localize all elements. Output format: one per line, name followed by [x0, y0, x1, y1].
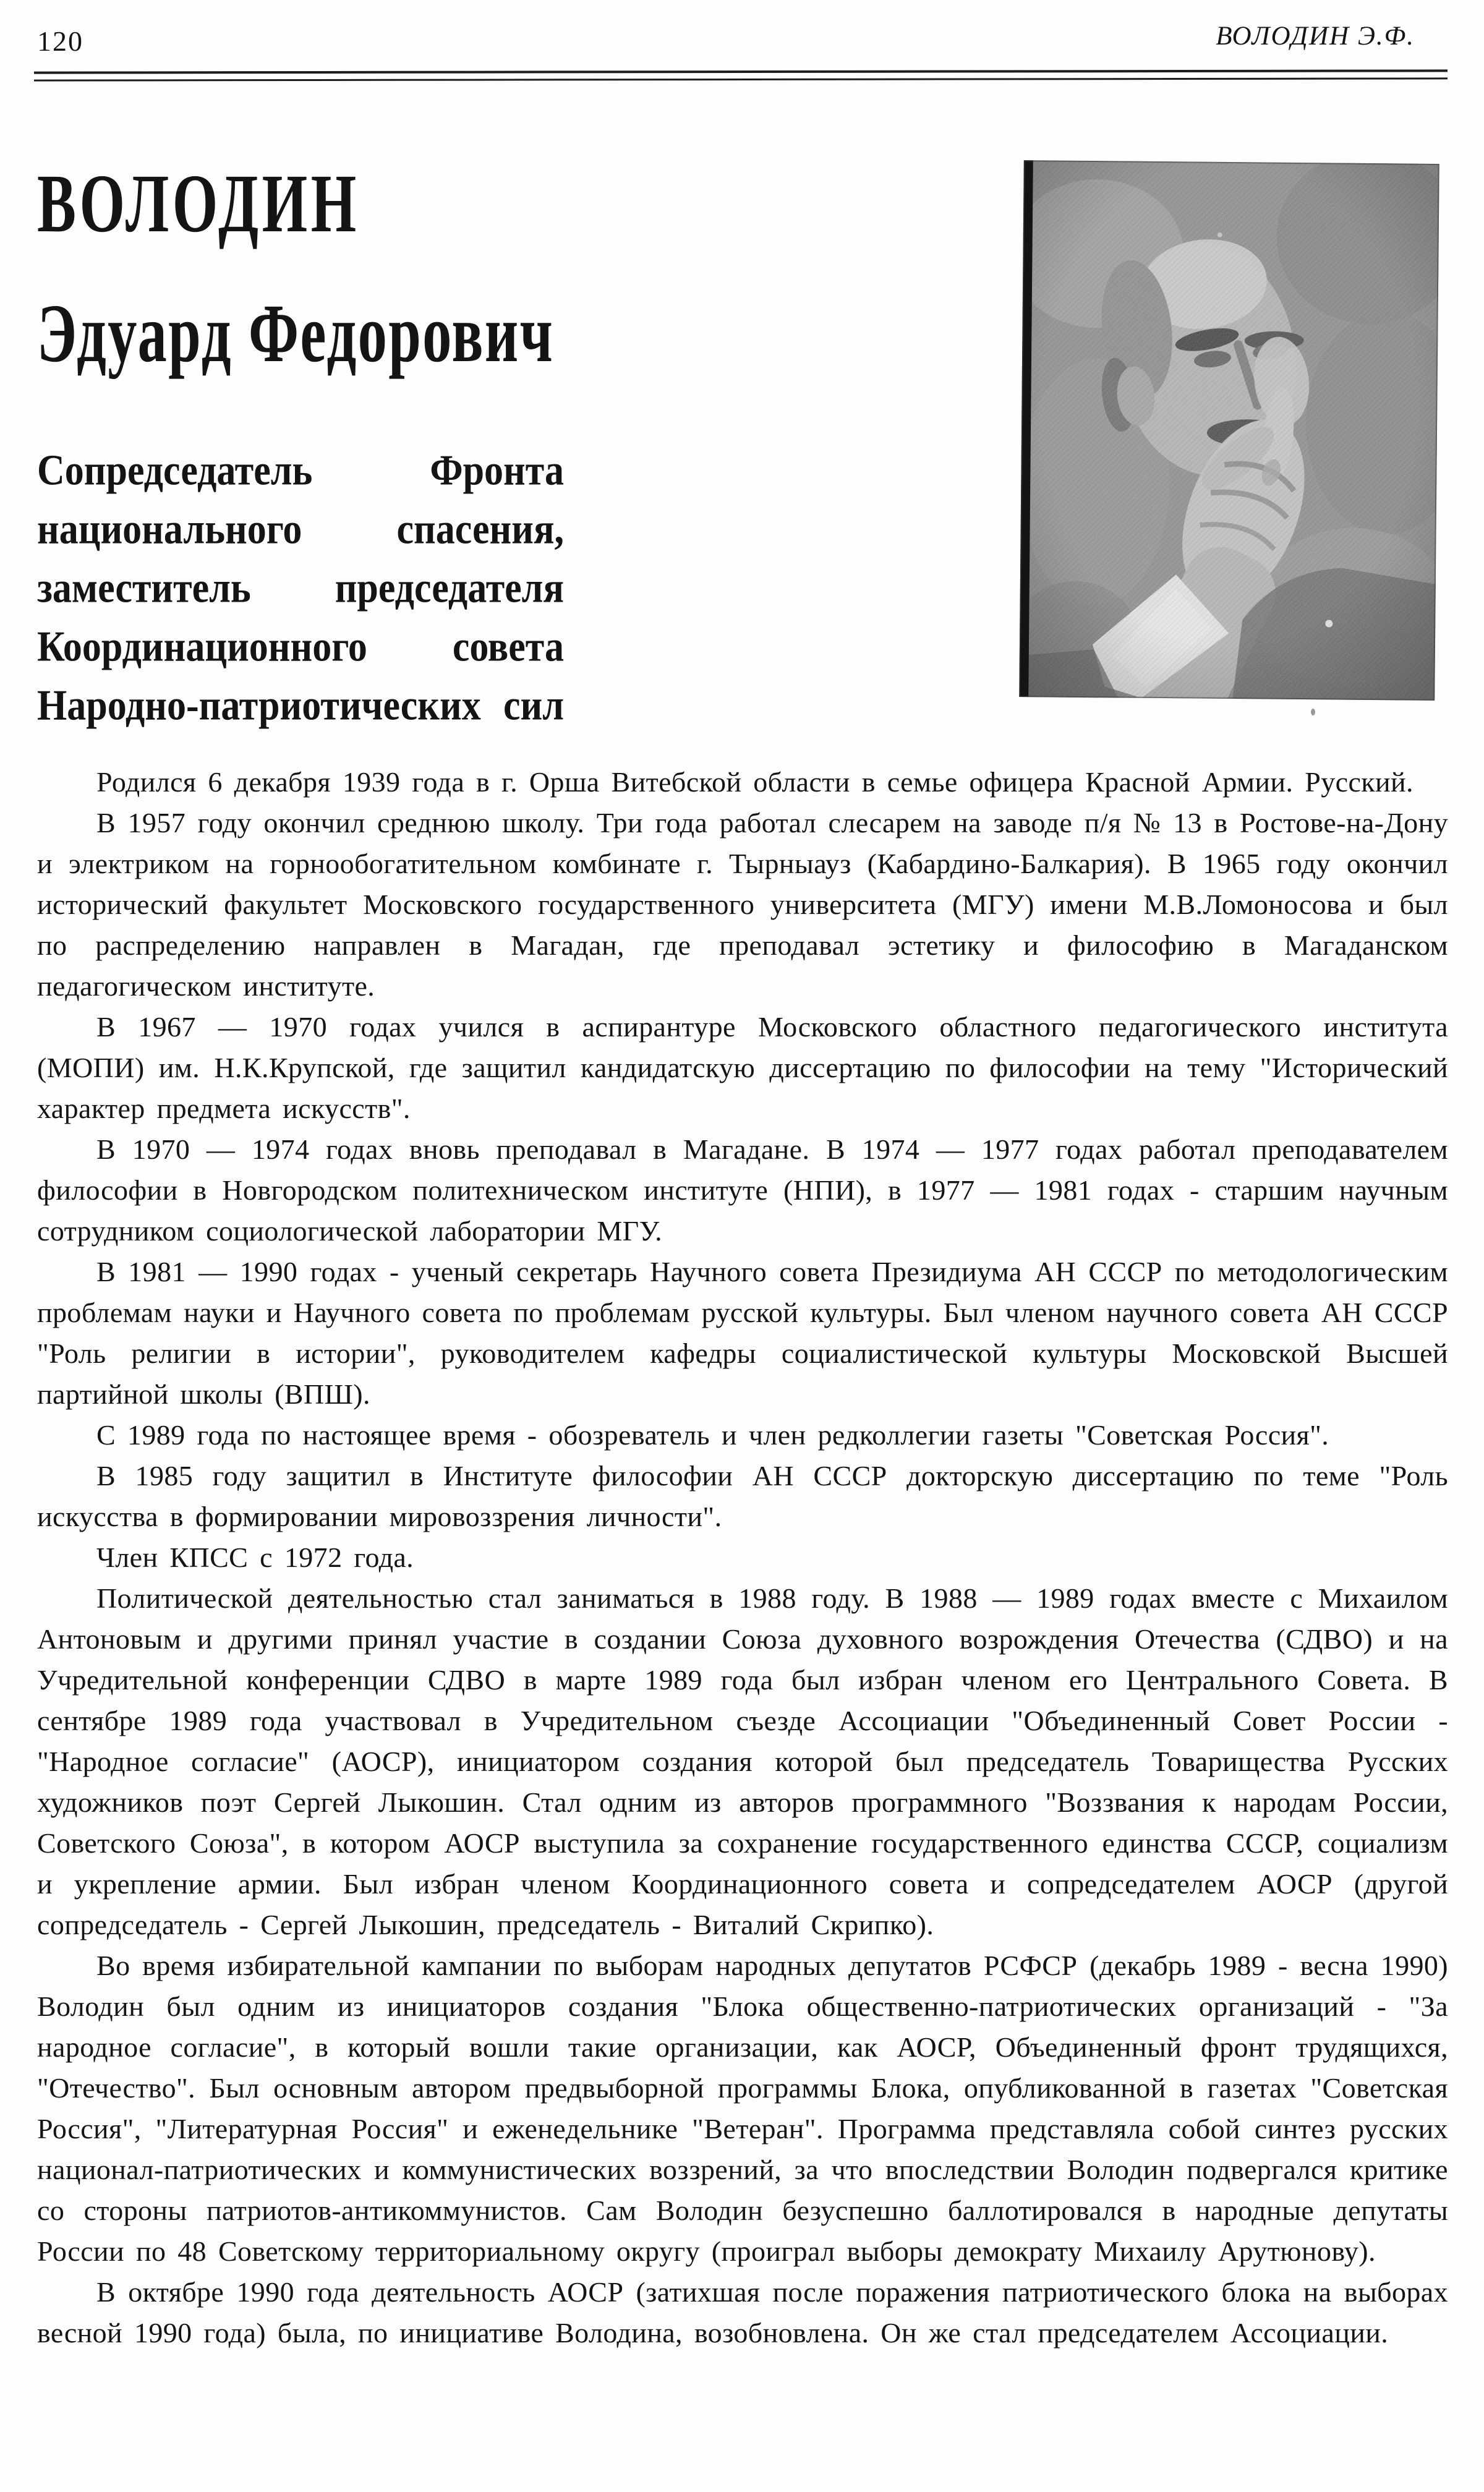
paragraph: В 1985 году защитил в Институте философии АН СССР докторскую диссертацию по теме "Роль искусства в формировании мировоззрения личности".	[37, 1460, 1448, 1532]
subtitle-word: национального	[37, 506, 302, 553]
paragraph: Член КПСС с 1972 года.	[96, 1542, 414, 1573]
subtitle-line	[37, 505, 564, 553]
subtitle-line	[37, 681, 564, 730]
portrait-photo	[1019, 160, 1439, 701]
paragraph: В октябре 1990 года деятельность АОСР (затихшая после поражения патриотического блока на выборах весной 1990 года) была, по инициативе Володина, возобновлена. Он же стал председателем Ассоциации.	[37, 2276, 1448, 2349]
subtitle-word: Народно-патриотических	[37, 682, 481, 730]
scan-speck	[1311, 709, 1315, 715]
subtitle-word: Сопредседатель	[37, 447, 313, 495]
title-surname: ВОЛОДИН	[37, 157, 360, 250]
subtitle-word: Фронта	[430, 447, 564, 495]
subtitle-line	[37, 623, 564, 671]
position-subtitle	[37, 446, 564, 740]
paragraph: Политической деятельностью стал заниматься в 1988 году. В 1988 — 1989 годах вместе с Михаилом Антоновым и другими принял участие в создании Союза духовного возрождения Отечества (СДВО) и на Учредительной конференции СДВО в марте 1989 года был избран членом его Центрального Совета. В сентябре 1989 года участвовал в Учредительном съезде Ассоциации "Объединенный Совет России - "Народное согласие" (АОСР), инициатором создания которой был председатель Товарищества Русских художников поэт Сергей Лыкошин. Стал одним из авторов программного "Воззвания к народам России, Советского Союза", в котором АОСР выступила за сохранение государственного единства СССР, социализм и укрепление армии. Был избран членом Координационного совета и сопредседателем АОСР (другой сопредседатель - Сергей Лыкошин, председатель - Виталий Скрипко).	[37, 1582, 1448, 1940]
paragraph: С 1989 года по настоящее время - обозреватель и член редколлегии газеты "Советская Россия".	[96, 1419, 1329, 1451]
subtitle-word: Координационного	[37, 623, 367, 671]
portrait-photo-image	[1019, 160, 1439, 701]
subtitle-word: заместитель	[37, 565, 251, 612]
paragraph: Во время избирательной кампании по выборам народных депутатов РСФСР (декабрь 1989 - весна 1990) Володин был одним из инициаторов создания "Блока общественно-патриотических организаций - "За народное согласие", в который вошли такие организации, как АОСР, Объединенный фронт трудящихся, "Отечество". Был основным автором предвыборной программы Блока, опубликованной в газетах "Советская Россия", "Литературная Россия" и еженедельнике "Ветеран". Программа представляла собой синтез русских национал-патриотических и коммунистических воззрений, за что впоследствии Володин подвергался критике со стороны патриотов-антикоммунистов. Сам Володин безуспешно баллотировался в народные депутаты России по 48 Советскому территориальному округу (проиграл выборы демократу Михаилу Арутюнову).	[37, 1950, 1448, 2267]
paragraph: В 1957 году окончил среднюю школу. Три года работал слесарем на заводе п/я № 13 в Ростове-на-Дону и электриком на горнообогатительном комбинате г. Тырныауз (Кабардино-Балкария). В 1965 году окончил исторический факультет Московского государственного университета (МГУ) имени М.В.Ломоносова и был по распределению направлен в Магадан, где преподавал эстетику и философию в Магаданском педагогическом институте.	[37, 807, 1448, 1002]
header-rule-bottom	[34, 77, 1448, 81]
subtitle-word: спасения,	[396, 506, 564, 553]
subtitle-line	[37, 564, 564, 612]
paragraph: Родился 6 декабря 1939 года в г. Орша Витебской области в семье офицера Красной Армии. Русский.	[96, 766, 1414, 798]
header-rule-top	[34, 69, 1448, 74]
biography-text	[37, 762, 1448, 2353]
subtitle-word: председателя	[335, 565, 564, 612]
subtitle-line	[37, 446, 564, 495]
paragraph: В 1967 — 1970 годах учился в аспирантуре Московского областного педагогического института (МОПИ) им. Н.К.Крупской, где защитил кандидатскую диссертацию по философии на тему "Исторический характер предмета искусств".	[37, 1011, 1448, 1124]
title-given-names: Эдуард Федорович	[37, 287, 555, 380]
subtitle-word: совета	[452, 623, 564, 671]
page-number: 120	[37, 25, 83, 57]
paragraph: В 1981 — 1990 годах - ученый секретарь Научного совета Президиума АН СССР по методологическим проблемам науки и Научного совета по проблемам русской культуры. Был членом научного совета АН СССР "Роль религии в истории", руководителем кафедры социалистической культуры Московской Высшей партийной школы (ВПШ).	[37, 1256, 1448, 1410]
running-title: ВОЛОДИН Э.Ф.	[1216, 22, 1415, 51]
subtitle-word: сил	[503, 682, 564, 730]
paragraph: В 1970 — 1974 годах вновь преподавал в Магадане. В 1974 — 1977 годах работал преподавателем философии в Новгородском политехническом институте (НПИ), в 1977 — 1981 годах - старшим научным сотрудником социологической лаборатории МГУ.	[37, 1133, 1448, 1247]
